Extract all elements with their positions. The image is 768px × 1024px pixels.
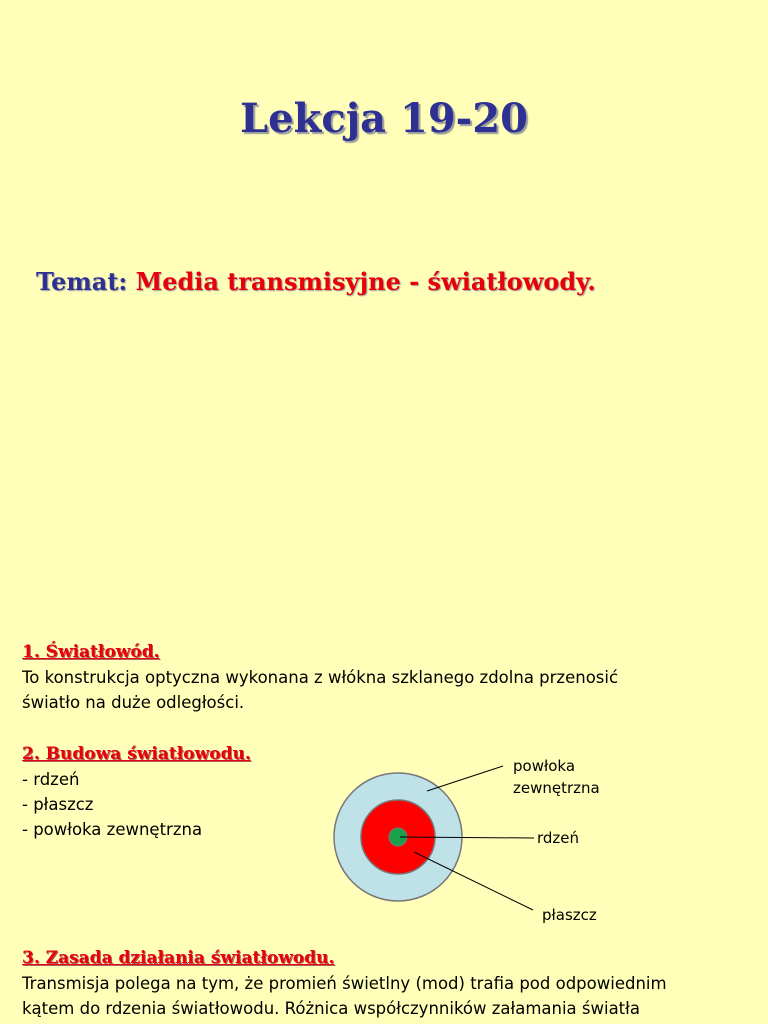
section-fiber-principle [22, 946, 667, 1021]
section-heading: 1. Światłowód. [22, 642, 160, 662]
paragraph-line: kątem do rdzenia światłowodu. Różnica współczynników załamania światła [22, 999, 640, 1018]
paragraph-line: Transmisja polega na tym, że promień świetlny (mod) trafia pod odpowiednim [22, 974, 667, 993]
lesson-title: Lekcja 19-20 [240, 95, 528, 142]
label-core: rdzeń [537, 829, 580, 847]
label-cladding: płaszcz [542, 906, 597, 924]
topic-text: Media transmisyjne - światłowody. [135, 267, 596, 296]
list-item-coating: - powłoka zewnętrzna [22, 820, 203, 839]
section-fiber-structure [22, 742, 251, 842]
topic-line [36, 268, 596, 297]
section-heading: 2. Budowa światłowodu. [22, 744, 251, 764]
list-item-cladding: - płaszcz [22, 795, 94, 814]
section-heading: 3. Zasada działania światłowodu. [22, 948, 335, 968]
label-coating: powłoka zewnętrzna [513, 757, 600, 797]
paragraph-line: światło na duże odległości. [22, 693, 245, 712]
fiber-cross-section-diagram [320, 750, 650, 940]
section-fiber-definition [22, 640, 618, 715]
paragraph-line: To konstrukcja optyczna wykonana z włókna szklanego zdolna przenosić [22, 668, 619, 687]
pointer-line-coating [427, 766, 503, 791]
list-item-core: - rdzeń [22, 770, 80, 789]
topic-label: Temat: [36, 267, 128, 296]
